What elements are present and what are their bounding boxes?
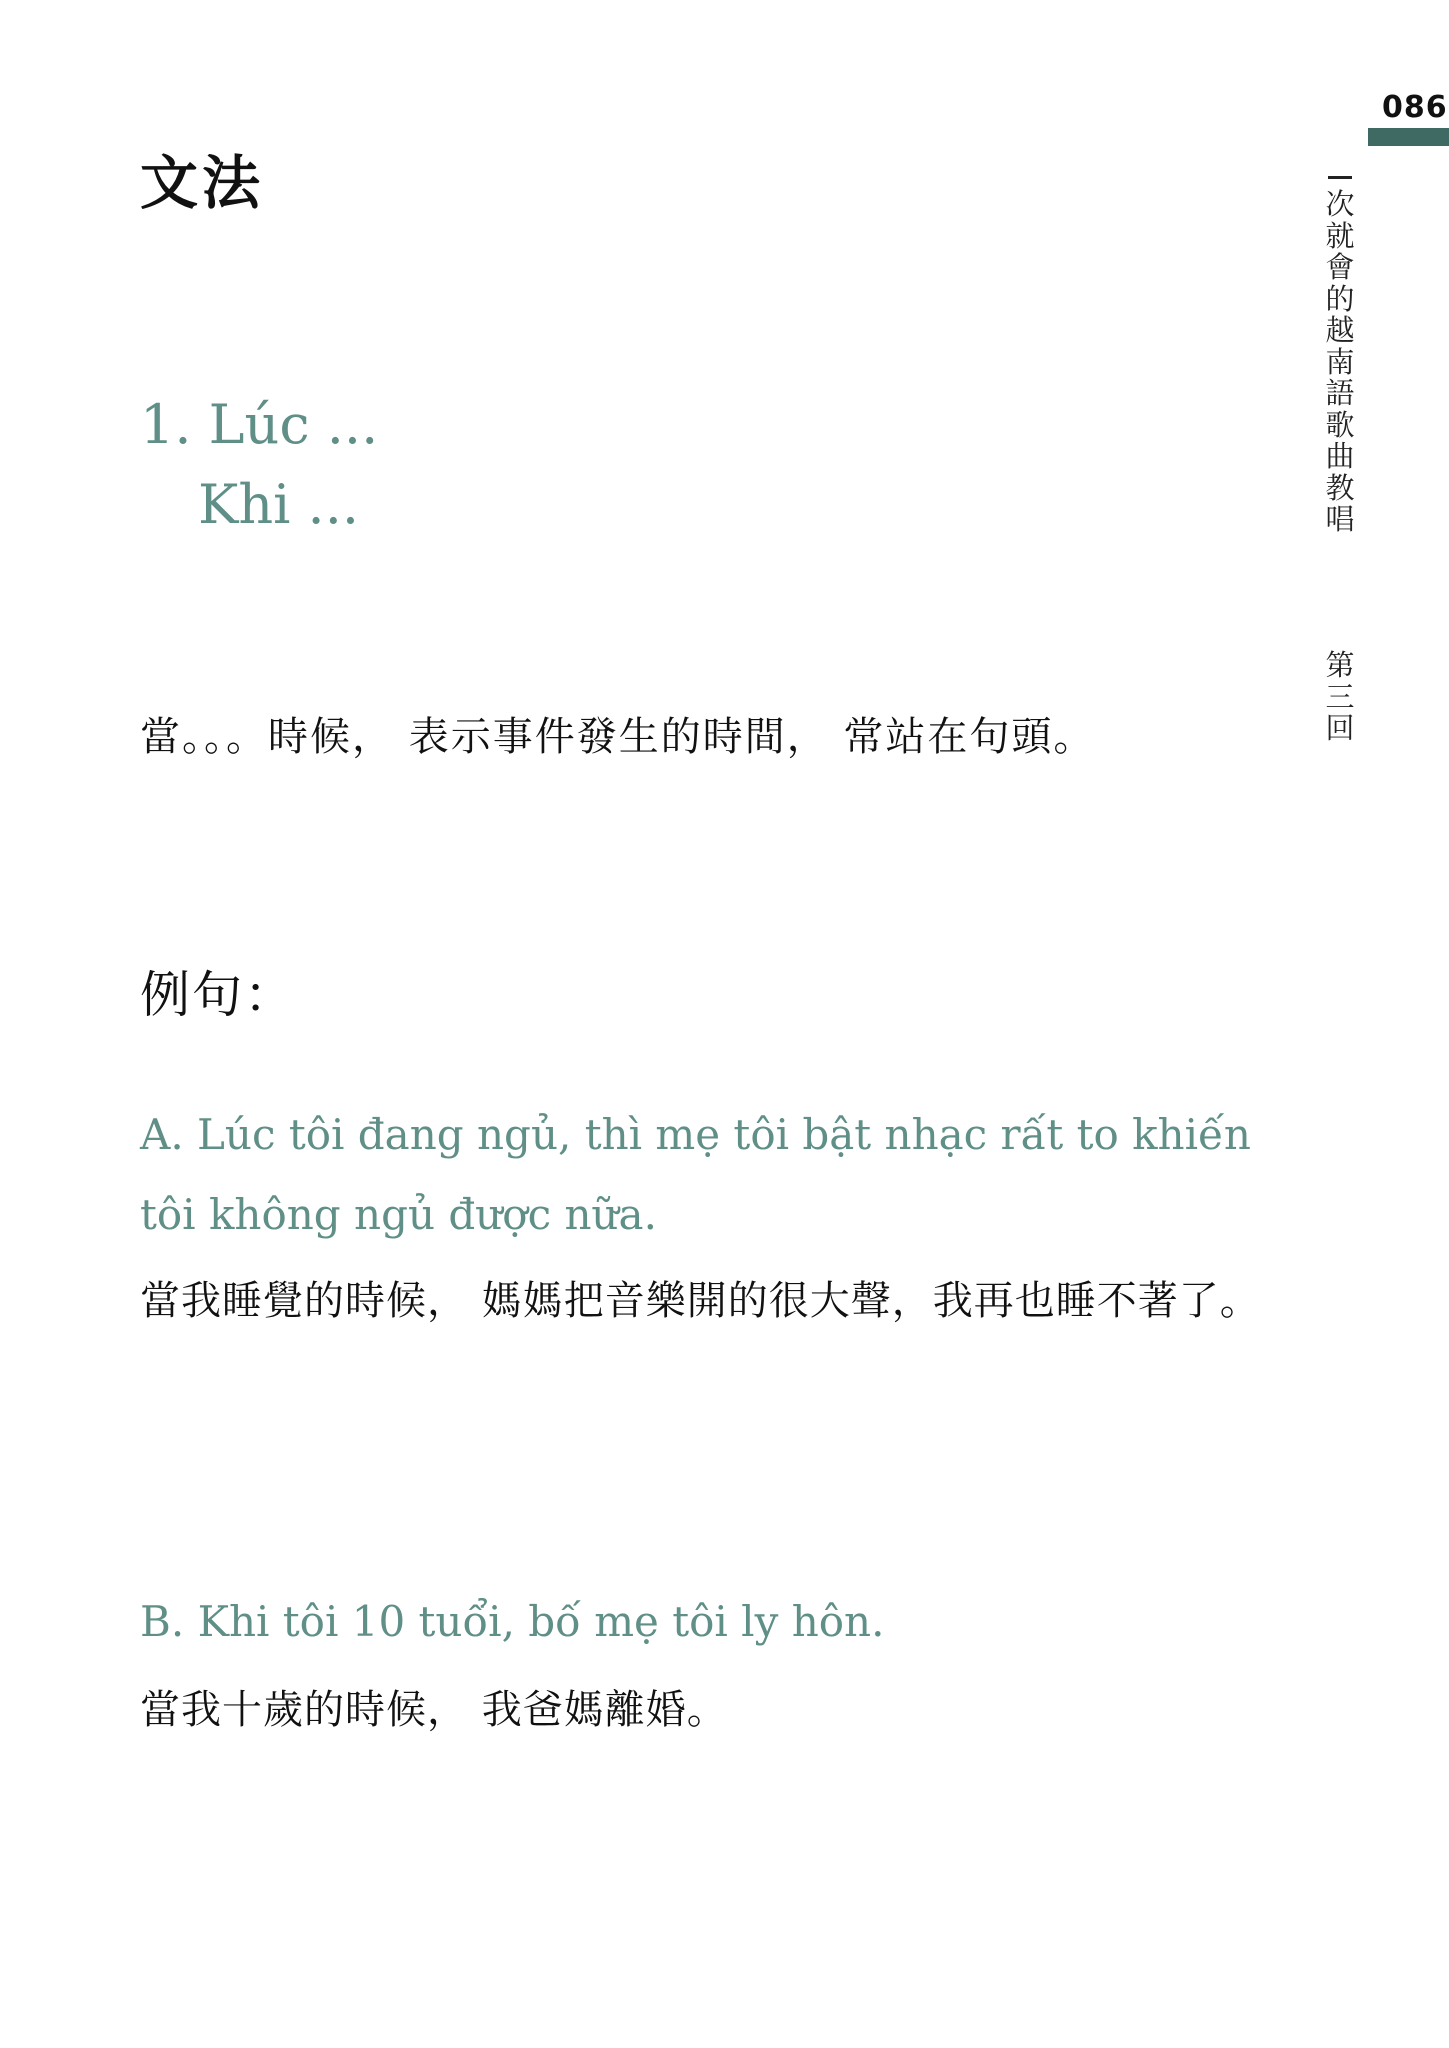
grammar-heading-line2: Khi ... — [198, 473, 360, 536]
grammar-heading-line1: 1. Lúc ... — [140, 393, 379, 456]
side-book-title — [1322, 172, 1358, 536]
page-number: 086 — [1382, 90, 1448, 125]
side-title-dash — [1328, 176, 1352, 179]
example-a-chinese: 當我睡覺的時候， 媽媽把音樂開的很大聲，我再也睡不著了。 — [140, 1278, 1261, 1324]
grammar-explanation: 當。。。時候， 表示事件發生的時間， 常站在句頭。 — [140, 714, 1096, 760]
section-title: 文法 — [140, 149, 265, 217]
examples-label: 例句： — [140, 966, 296, 1024]
example-b-vietnamese: B. Khi tôi 10 tuổi, bố mẹ tôi ly hôn. — [140, 1597, 885, 1646]
chapter-tab-bar — [1368, 128, 1449, 146]
side-title-text: 次就會的越南語歌曲教唱 — [1325, 187, 1355, 536]
grammar-heading — [140, 385, 378, 545]
example-a-vietnamese: A. Lúc tôi đang ngủ, thì mẹ tôi bật nhạc rất to khiến tôi không ngủ được nữa. — [140, 1110, 1251, 1239]
example-b-chinese: 當我十歲的時候， 我爸媽離婚。 — [140, 1687, 728, 1733]
side-chapter-label: 第三回 — [1325, 648, 1355, 745]
